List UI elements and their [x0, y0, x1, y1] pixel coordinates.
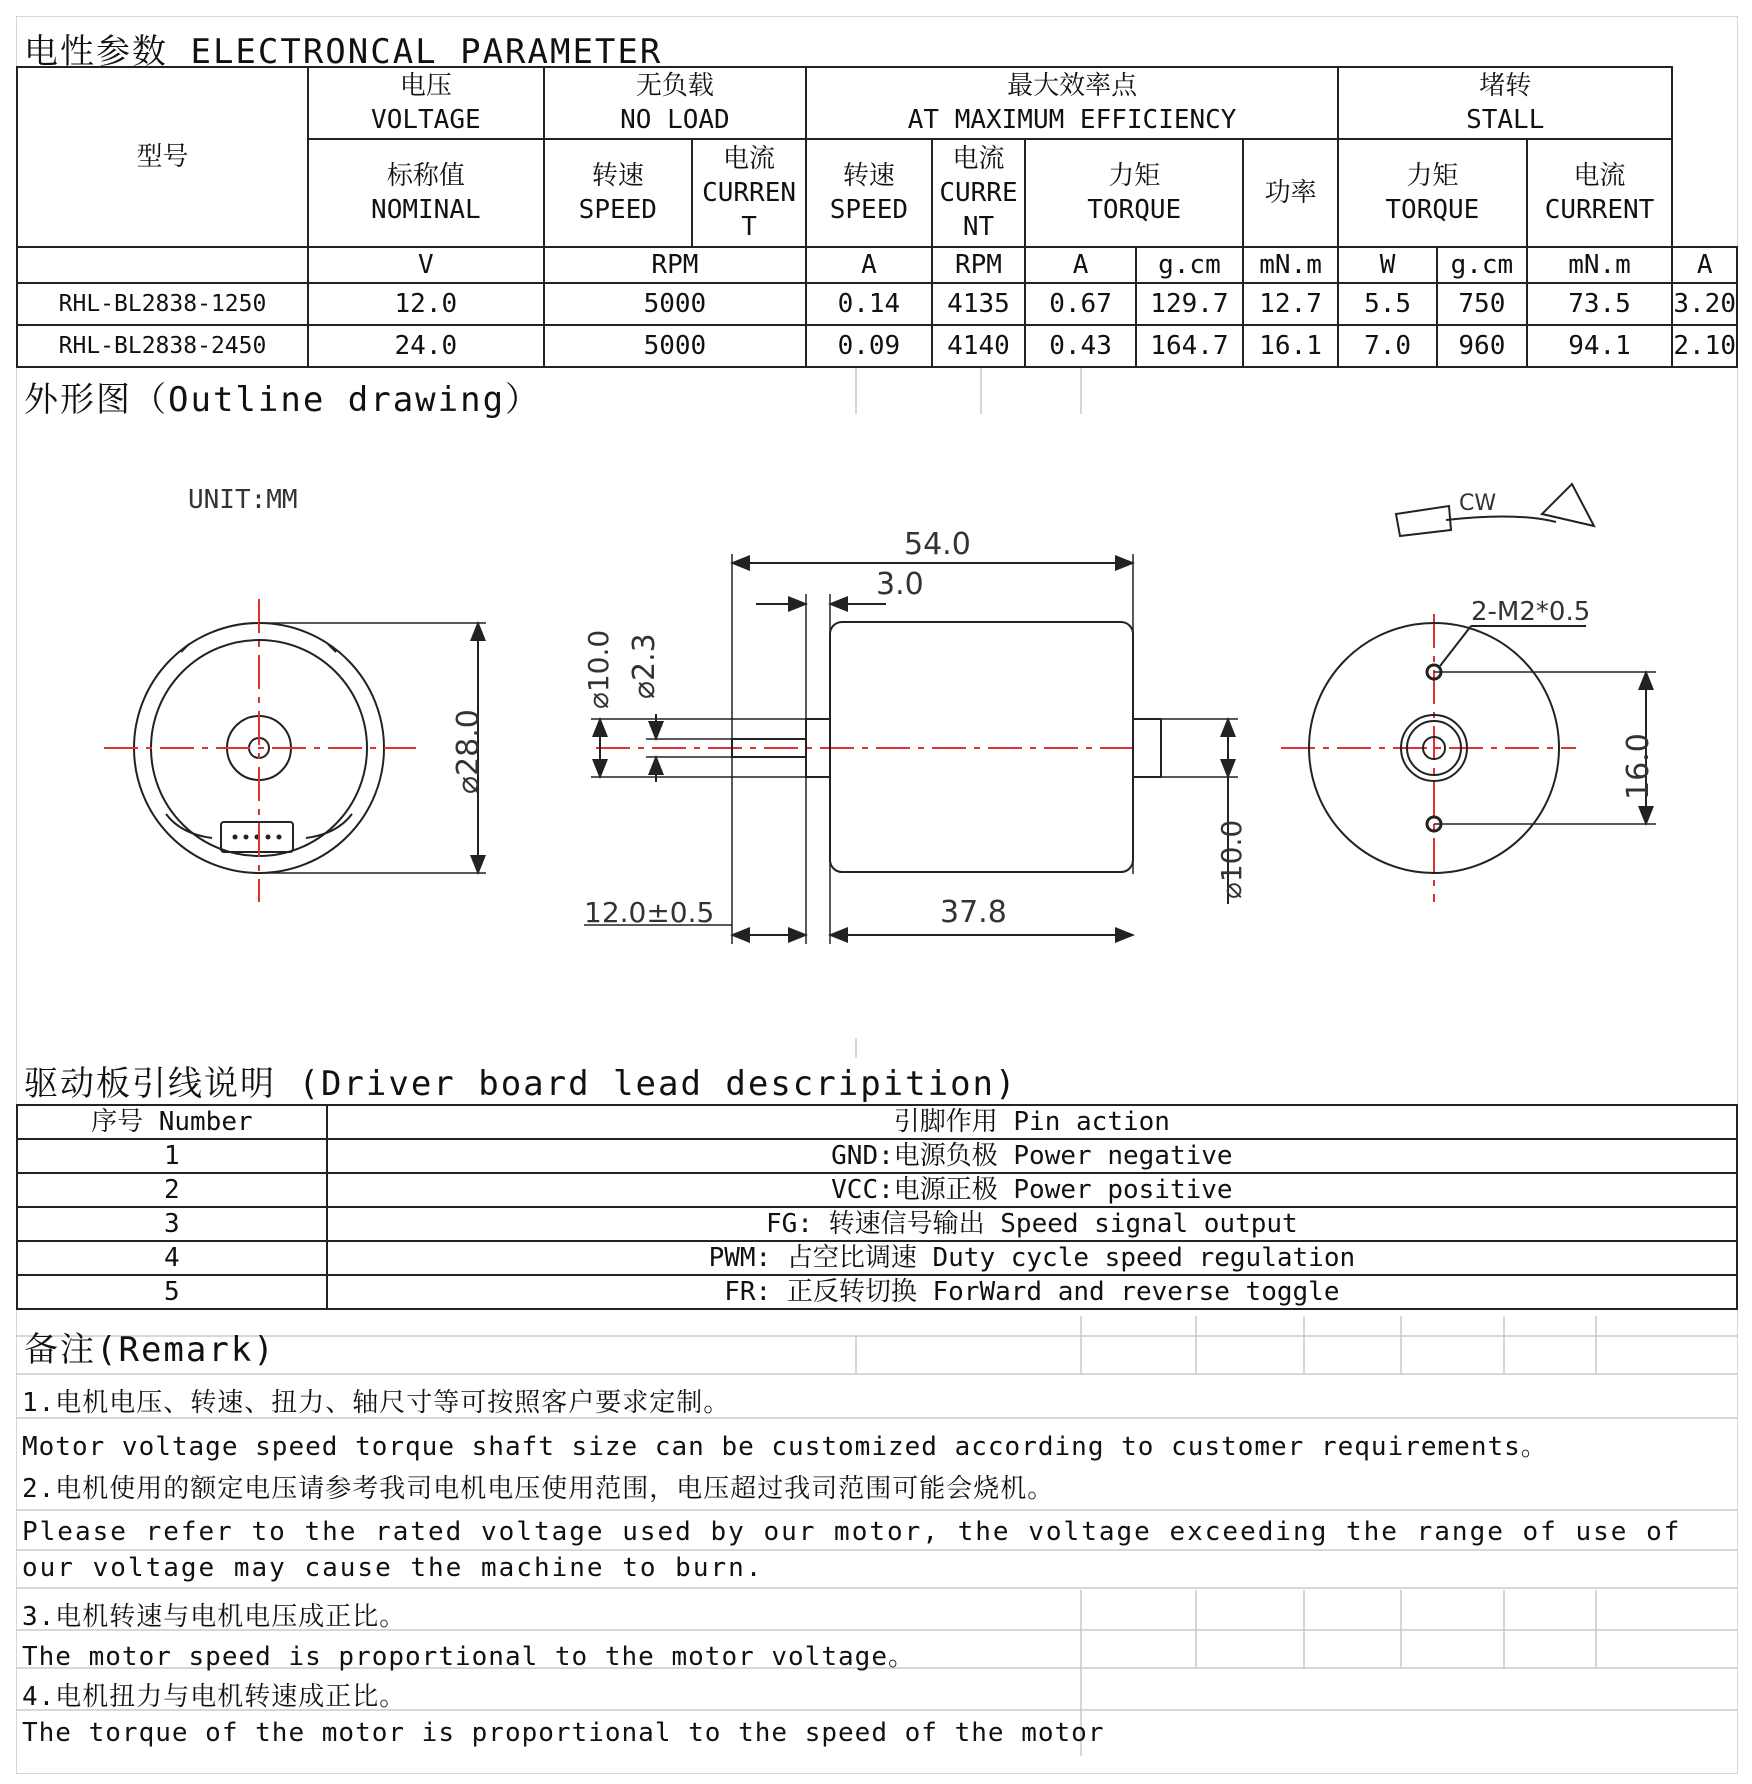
- connector-pins: [233, 835, 282, 840]
- remark-4-cn: 4.电机扭力与电机转速成正比。: [22, 1682, 407, 1712]
- unit-cell: A: [1025, 247, 1135, 283]
- nominal-header: 标称值 NOMINAL: [308, 139, 544, 247]
- remark-1-cn: 1.电机电压、转速、扭力、轴尺寸等可按照客户要求定制。: [22, 1388, 731, 1418]
- electrical-parameter-table: [16, 66, 1738, 368]
- model-header: 型号: [17, 67, 308, 247]
- remark-title: 备注(Remark): [24, 1330, 276, 1370]
- noload-group-header: 无负载 NO LOAD: [544, 67, 806, 139]
- value-cell: 0.14: [806, 283, 932, 325]
- unit-cell: g.cm: [1437, 247, 1527, 283]
- pin-action: PWM: 占空比调速 Duty cycle speed regulation: [327, 1241, 1737, 1275]
- unit-cell: A: [1672, 247, 1737, 283]
- model-cell: RHL-BL2838-1250: [17, 283, 308, 325]
- dim-holes: 2-M2*0.5: [1471, 597, 1591, 627]
- value-cell: 94.1: [1527, 325, 1673, 367]
- value-cell: 164.7: [1136, 325, 1243, 367]
- remark-3-cn: 3.电机转速与电机电压成正比。: [22, 1602, 407, 1632]
- outline-drawing-title: 外形图（Outline drawing）: [24, 380, 542, 420]
- value-cell: 5000: [544, 283, 806, 325]
- unit-cell: W: [1338, 247, 1437, 283]
- table-row: [17, 1275, 1737, 1309]
- dim-hole-spacing: 16.0: [1621, 733, 1656, 800]
- value-cell: 5000: [544, 325, 806, 367]
- spec-sheet: [16, 16, 1738, 1774]
- pin-action: GND:电源负极 Power negative: [327, 1139, 1737, 1173]
- stall-group-header: 堵转 STALL: [1338, 67, 1672, 139]
- value-cell: 0.09: [806, 325, 932, 367]
- dim-flange: 3.0: [876, 567, 924, 602]
- noload-current-header: 电流 CURREN T: [692, 139, 806, 247]
- dim-boss-dia-front: ⌀10.0: [582, 629, 615, 709]
- value-cell: 16.1: [1243, 325, 1338, 367]
- unit-cell: mN.m: [1243, 247, 1338, 283]
- value-cell: 7.0: [1338, 325, 1437, 367]
- dim-body-length: 37.8: [940, 895, 1007, 930]
- electrical-parameter-title: 电性参数 ELECTRONCAL PARAMETER: [24, 32, 663, 72]
- value-cell: 0.67: [1025, 283, 1135, 325]
- value-cell: 4135: [932, 283, 1026, 325]
- remark-2-cn: 2.电机使用的额定电压请参考我司电机电压使用范围，电压超过我司范围可能会烧机。: [22, 1474, 1055, 1504]
- table-row: [17, 1139, 1737, 1173]
- pin-action: VCC:电源正极 Power positive: [327, 1173, 1737, 1207]
- value-cell: 24.0: [308, 325, 544, 367]
- pin-number: 2: [17, 1173, 327, 1207]
- table-row: [17, 325, 1737, 367]
- dim-body-dia: ⌀28.0: [451, 709, 486, 794]
- value-cell: 4140: [932, 325, 1026, 367]
- voltage-group-header: 电压 VOLTAGE: [308, 67, 544, 139]
- center-lines: [104, 599, 1576, 902]
- pin-action: FG: 转速信号输出 Speed signal output: [327, 1207, 1737, 1241]
- rotation-label: CW: [1459, 491, 1497, 516]
- pin-action-header: 引脚作用 Pin action: [327, 1105, 1737, 1139]
- remark-1-en: Motor voltage speed torque shaft size can be customized according to customer requirements。: [22, 1432, 1548, 1462]
- stall-torque-header: 力矩 TORQUE: [1338, 139, 1527, 247]
- unit-blank-cell: [17, 247, 308, 283]
- pin-number: 3: [17, 1207, 327, 1241]
- maxeff-current-header: 电流 CURRE NT: [932, 139, 1026, 247]
- value-cell: 12.0: [308, 283, 544, 325]
- maxeff-power-header: 功率: [1243, 139, 1338, 247]
- value-cell: 73.5: [1527, 283, 1673, 325]
- max-efficiency-group-header: 最大效率点 AT MAXIMUM EFFICIENCY: [806, 67, 1338, 139]
- pin-number-header: 序号 Number: [17, 1105, 327, 1139]
- value-cell: 0.43: [1025, 325, 1135, 367]
- table-row: [17, 1207, 1737, 1241]
- table-row: [17, 283, 1737, 325]
- pin-table: [16, 1104, 1738, 1310]
- value-cell: 5.5: [1338, 283, 1437, 325]
- pin-number: 5: [17, 1275, 327, 1309]
- model-cell: RHL-BL2838-2450: [17, 325, 308, 367]
- dim-shaft-dia: ⌀2.3: [627, 633, 662, 699]
- table-row: [17, 1241, 1737, 1275]
- dim-boss-dia-rear: ⌀10.0: [1215, 819, 1248, 899]
- maxeff-torque-header: 力矩 TORQUE: [1025, 139, 1243, 247]
- unit-cell: V: [308, 247, 544, 283]
- remark-2-en: Please refer to the rated voltage used by our motor, the voltage exceeding the range of use of our voltage may cause the machine to burn.: [22, 1517, 1682, 1583]
- table-row: [17, 1173, 1737, 1207]
- value-cell: 3.20: [1672, 283, 1737, 325]
- pin-action: FR: 正反转切换 ForWard and reverse toggle: [327, 1275, 1737, 1309]
- driver-board-title: 驱动板引线说明 (Driver board lead descripition): [24, 1064, 1018, 1104]
- remark-4-en: The torque of the motor is proportional to the speed of the motor: [22, 1718, 1105, 1748]
- noload-speed-header: 转速 SPEED: [544, 139, 692, 247]
- unit-label: UNIT:MM: [188, 485, 298, 515]
- dim-overall-length: 54.0: [904, 527, 971, 562]
- value-cell: 2.10: [1672, 325, 1737, 367]
- value-cell: 750: [1437, 283, 1527, 325]
- maxeff-speed-header: 转速 SPEED: [806, 139, 932, 247]
- value-cell: 12.7: [1243, 283, 1338, 325]
- value-cell: 960: [1437, 325, 1527, 367]
- pin-number: 1: [17, 1139, 327, 1173]
- unit-cell: mN.m: [1527, 247, 1673, 283]
- unit-cell: RPM: [544, 247, 806, 283]
- dim-shaft-length: 12.0±0.5: [584, 896, 715, 929]
- pin-number: 4: [17, 1241, 327, 1275]
- outline-drawing: [16, 414, 1738, 1044]
- unit-cell: A: [806, 247, 932, 283]
- unit-cell: g.cm: [1136, 247, 1243, 283]
- unit-cell: RPM: [932, 247, 1026, 283]
- value-cell: 129.7: [1136, 283, 1243, 325]
- stall-current-header: 电流 CURRENT: [1527, 139, 1673, 247]
- remark-3-en: The motor speed is proportional to the motor voltage。: [22, 1642, 915, 1672]
